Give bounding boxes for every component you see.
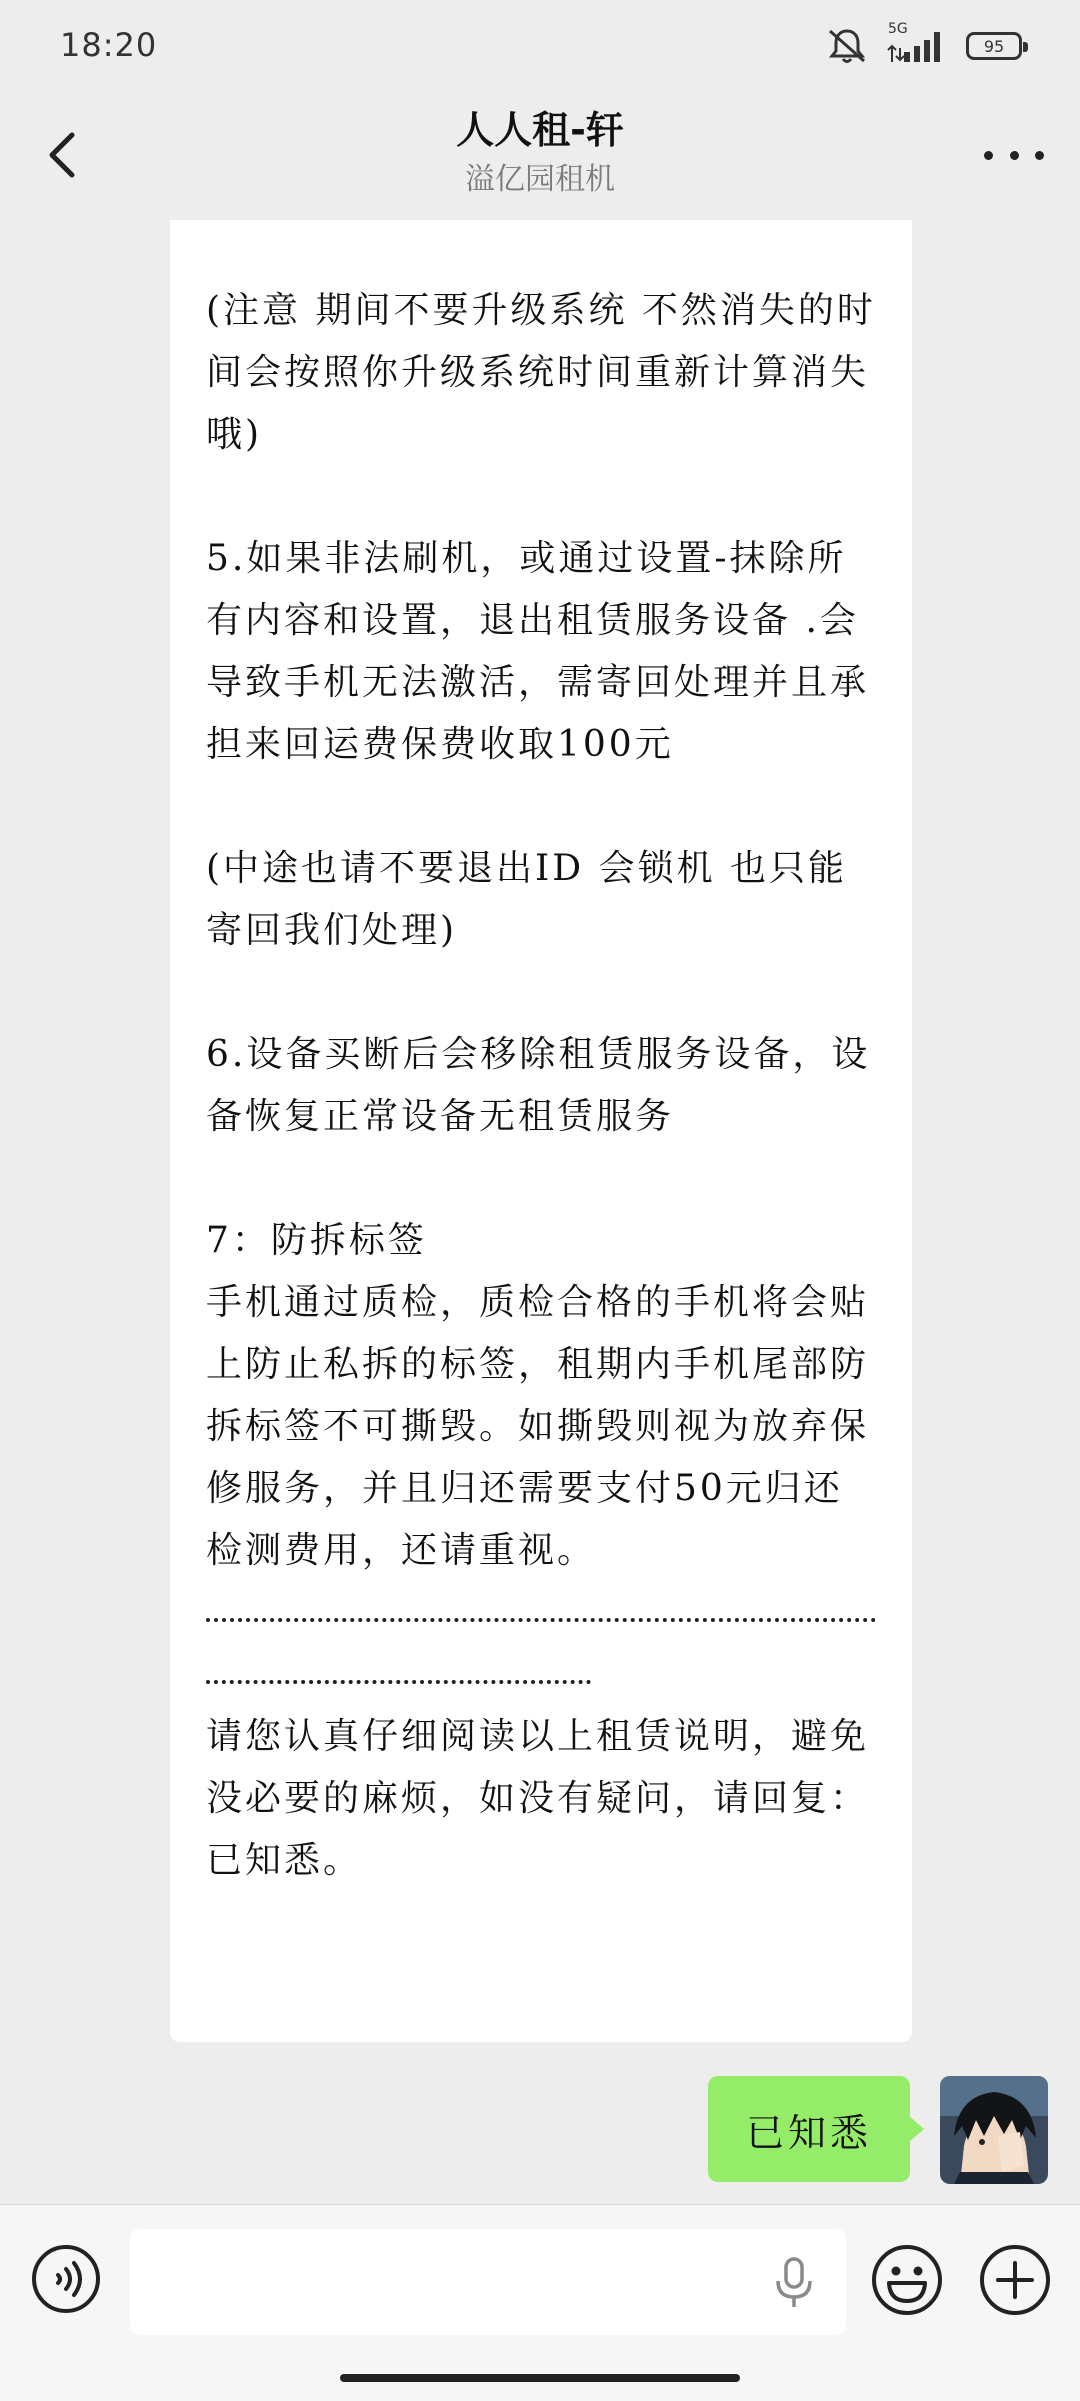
battery-icon [966,32,1022,60]
message-paragraph: 请您认真仔细阅读以上租赁说明，避免没必要的麻烦，如没有疑问，请回复：已知悉。 [206,1716,870,1881]
mute-icon [826,27,868,65]
status-bar [0,0,1080,90]
input-bar [0,2204,1080,2401]
incoming-message-bubble[interactable] [170,220,912,2042]
outgoing-message-text: 已知悉 [745,2110,872,2155]
message-paragraph: 手机通过质检，质检合格的手机将会贴上防止私拆的标签，租期内手机尾部防拆标签不可撕毁。如撕毁则视为放弃保修服务，并且归还需要支付50元归还检测费用，还请重视。 [206,1282,870,1571]
microphone-icon[interactable] [770,2257,818,2309]
home-indicator[interactable] [340,2374,740,2382]
title-block [200,106,880,202]
message-paragraph: 6.设备买断后会移除租赁服务设备，设备恢复正常设备无租赁服务 [206,1034,871,1137]
dotted-divider [206,1582,876,1644]
voice-icon[interactable] [30,2243,102,2315]
avatar[interactable] [940,2076,1048,2184]
more-icon[interactable] [984,135,1044,175]
battery-level: 95 [983,36,1005,56]
outgoing-message-bubble[interactable] [708,2076,910,2182]
chat-subtitle: 溢亿园租机 [465,162,615,197]
message-paragraph: 5.如果非法刷机，或通过设置-抹除所有内容和设置，退出租赁服务设备 .会导致手机无法激活，需寄回处理并且承担来回运费保费收取100元 [206,538,870,765]
add-icon[interactable] [978,2243,1052,2317]
message-paragraph: (中途也请不要退出ID 会锁机 也只能寄回我们处理) [206,848,848,951]
message-paragraph: 7：防拆标签 [206,1220,427,1261]
network-type: 5G [888,21,908,37]
signal-icon [884,21,950,64]
status-icons [826,21,1022,66]
chat-header [0,90,1080,220]
message-paragraph: (注意 期间不要升级系统 不然消失的时间会按照你升级系统时间重新计算消失哦) [206,290,876,455]
status-time: 18:20 [60,26,158,64]
dotted-divider [206,1644,876,1706]
emoji-icon[interactable] [870,2243,944,2317]
chat-title: 人人租-轩 [456,108,624,152]
back-arrow-icon[interactable] [40,125,100,185]
message-input[interactable] [130,2229,846,2335]
